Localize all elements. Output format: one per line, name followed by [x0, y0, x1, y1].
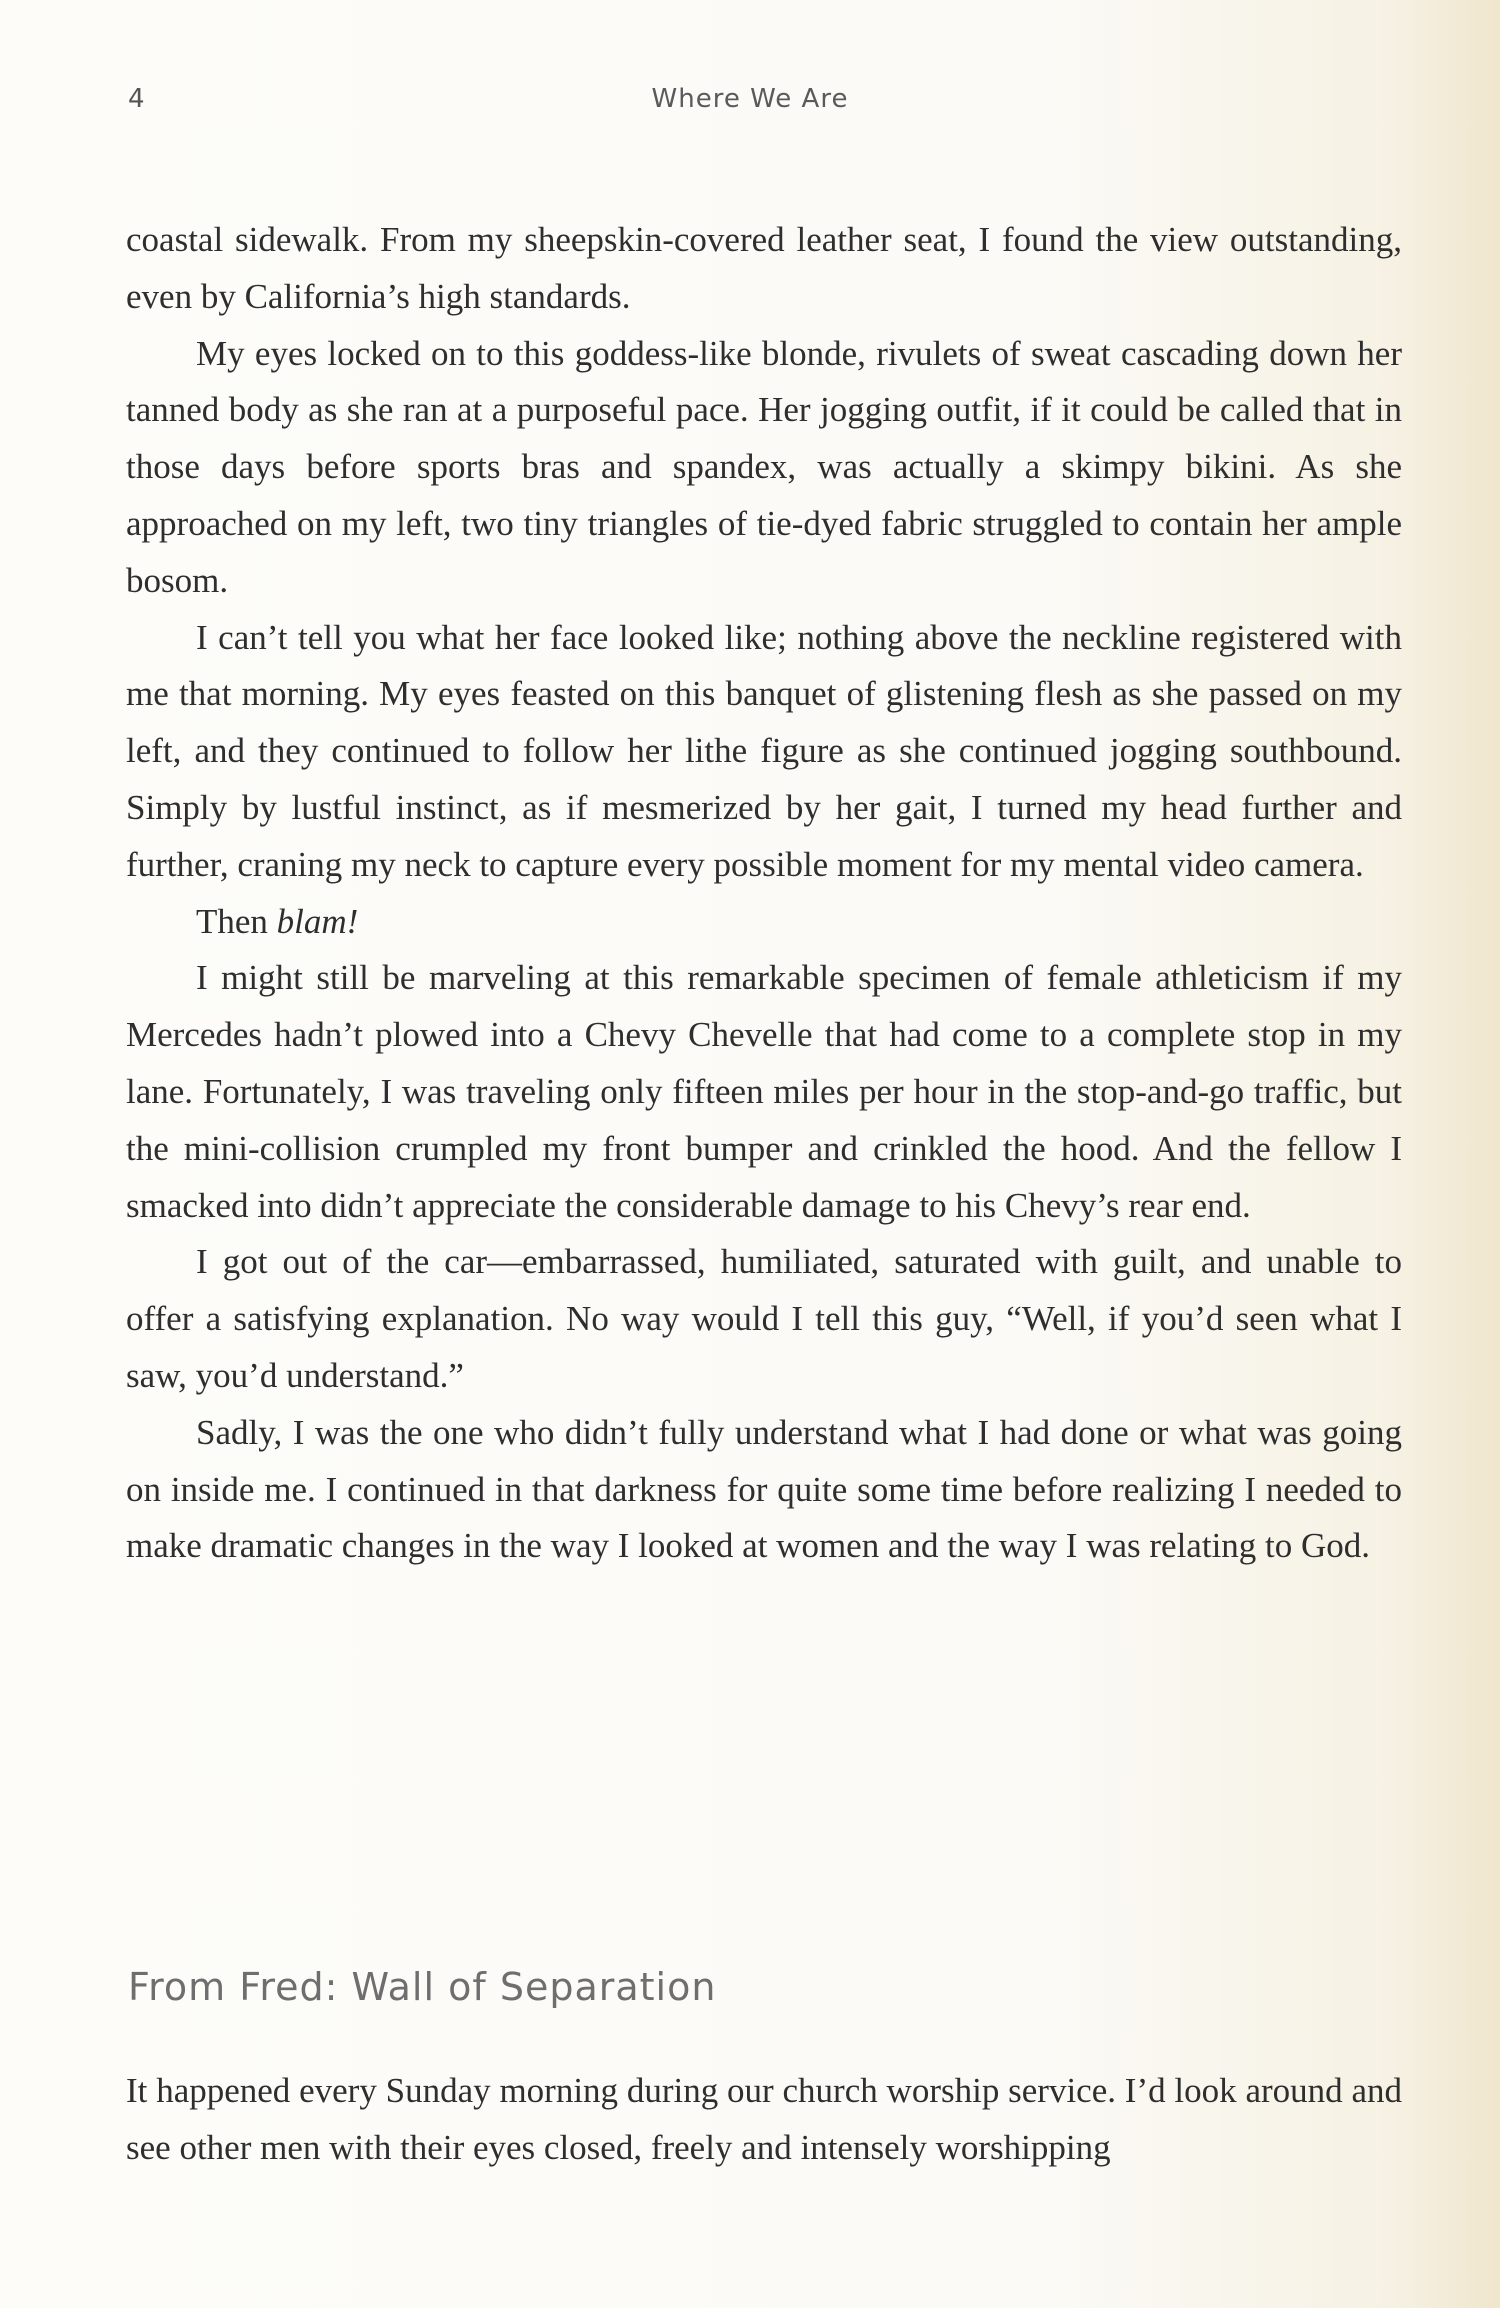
section-paragraph-1: It happened every Sunday morning during our church worship service. I’d look around and see other men with their eyes closed, freely and intensely worshipping [126, 2071, 1402, 2167]
paragraph-5: I might still be marveling at this remarkable specimen of female athleticism if my Mercedes hadn’t plowed into a Chevy Chevelle that had come to a complete stop in my lane. Fortunately, I was traveling only fifteen miles per hour in the stop-and-go traffic, but the mini-collision crumpled my front bumper and crinkled the hood. And the fellow I smacked into didn’t appreciate the considerable damage to his Chevy’s rear end. [126, 958, 1402, 1225]
chapter-text [126, 212, 1402, 1575]
paragraph-4-emphasis: blam! [276, 901, 359, 941]
paragraph-2: My eyes locked on to this goddess-like blonde, rivulets of sweat cascading down her tanned body as she ran at a purposeful pace. Her jogging outfit, if it could be called that in those days before sports bras and spandex, was actually a skimpy bikini. As she approached on my left, two tiny triangles of tie-dyed fabric struggled to contain her ample bosom. [126, 333, 1402, 600]
section-heading: From Fred: Wall of Separation [128, 1965, 717, 2009]
running-title: Where We Are [651, 84, 849, 114]
page-number: 4 [128, 84, 145, 114]
paragraph-1: coastal sidewalk. From my sheepskin-covered leather seat, I found the view outstanding, even by California’s high standards. [126, 220, 1402, 316]
paragraph-4-text: Then [196, 901, 277, 941]
paragraph-7: Sadly, I was the one who didn’t fully understand what I had done or what was going on inside me. I continued in that darkness for quite some time before realizing I needed to make dramatic changes in the way I looked at women and the way I was relating to God. [126, 1412, 1402, 1566]
paragraph-6: I got out of the car—embarrassed, humiliated, saturated with guilt, and unable to offer a satisfying explanation. No way would I tell this guy, “Well, if you’d seen what I saw, you’d understand.” [126, 1242, 1402, 1395]
paragraph-3: I can’t tell you what her face looked like; nothing above the neckline registered with me that morning. My eyes feasted on this banquet of glistening flesh as she passed on my left, and they continued to follow her lithe figure as she continued jogging southbound. Simply by lustful instinct, as if mesmerized by her gait, I turned my head further and further, craning my neck to capture every possible moment for my mental video camera. [126, 617, 1402, 884]
section-text [126, 2063, 1402, 2177]
paragraph-4 [126, 894, 1402, 951]
